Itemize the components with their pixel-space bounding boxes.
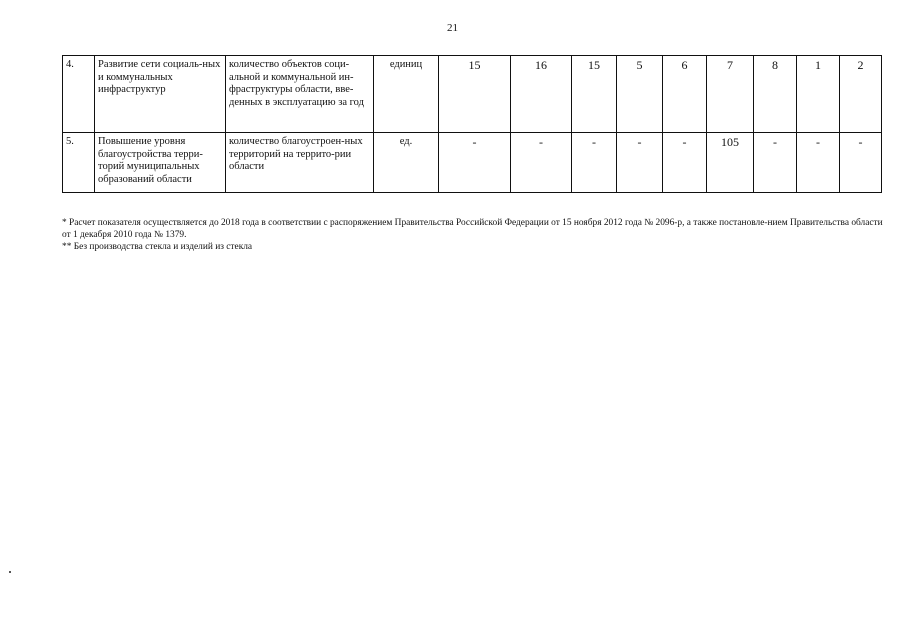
value-cell: 16 xyxy=(511,56,572,133)
row-number: 4. xyxy=(63,56,95,133)
program-name: Повышение уровня благоустройства терри-торий муниципальных образований области xyxy=(95,133,226,193)
value-cell: - xyxy=(617,133,663,193)
value-cell: - xyxy=(797,133,840,193)
value-cell: 8 xyxy=(754,56,797,133)
value-cell: 6 xyxy=(663,56,707,133)
value-cell: - xyxy=(572,133,617,193)
scan-speck xyxy=(9,571,11,573)
footnote-2: ** Без производства стекла и изделий из стекла xyxy=(62,242,253,252)
row-number: 5. xyxy=(63,133,95,193)
footnotes xyxy=(62,217,884,253)
indicator-name: количество объектов соци-альной и коммунальной ин-фраструктуры области, вве-денных в эксплуатацию за год xyxy=(226,56,374,133)
value-cell: - xyxy=(511,133,572,193)
footnote-1: * Расчет показателя осуществляется до 2018 года в соответствии с распоряжением Правительства Российской Федерации от 15 ноября 2012 года № 2096-р, а также постановле-нием Правительства области от 1 декабря 2010 года № 1379. xyxy=(62,218,883,240)
value-cell: 2 xyxy=(840,56,882,133)
value-cell: - xyxy=(439,133,511,193)
value-cell: - xyxy=(754,133,797,193)
value-cell: - xyxy=(840,133,882,193)
value-cell: 15 xyxy=(572,56,617,133)
program-name: Развитие сети социаль-ных и коммунальных инфраструктур xyxy=(95,56,226,133)
value-cell: 7 xyxy=(707,56,754,133)
table-row xyxy=(63,133,882,193)
value-cell: 1 xyxy=(797,56,840,133)
unit-cell: единиц xyxy=(374,56,439,133)
value-cell: 105 xyxy=(707,133,754,193)
unit-cell: ед. xyxy=(374,133,439,193)
indicator-table xyxy=(62,55,882,193)
value-cell: 15 xyxy=(439,56,511,133)
indicator-name: количество благоустроен-ных территорий на террито-рии области xyxy=(226,133,374,193)
value-cell: - xyxy=(663,133,707,193)
value-cell: 5 xyxy=(617,56,663,133)
page-number: 21 xyxy=(447,22,458,34)
table-row xyxy=(63,56,882,133)
